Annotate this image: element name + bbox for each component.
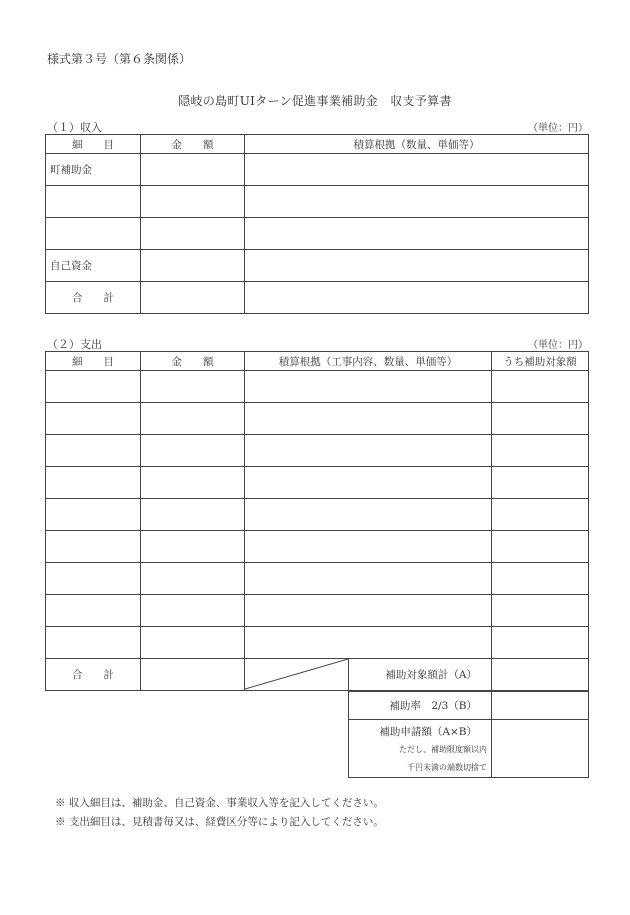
subsidy-total-value[interactable]: [492, 659, 589, 691]
expense-header-row: [46, 352, 589, 371]
subsidy-rate-label: 補助率 2/3（B）: [349, 691, 492, 719]
expense-amount-cell[interactable]: [141, 499, 245, 531]
expense-basis-cell[interactable]: [245, 627, 492, 659]
expense-item-cell[interactable]: [46, 467, 141, 499]
expense-basis-cell[interactable]: [245, 499, 492, 531]
subsidy-total-label: 補助対象額計（A）: [349, 659, 492, 691]
income-total-basis[interactable]: [245, 282, 589, 314]
income-header-row: [46, 135, 589, 154]
income-basis-cell[interactable]: [245, 186, 589, 218]
income-basis-cell[interactable]: [245, 250, 589, 282]
income-total-row: [46, 282, 589, 314]
income-item-cell[interactable]: [46, 186, 141, 218]
income-item-cell[interactable]: [46, 218, 141, 250]
expense-col-item: 細 目: [46, 352, 141, 371]
expense-heading: （２）支出: [47, 338, 102, 351]
expense-col-subsidy: うち補助対象額: [492, 352, 589, 371]
expense-subsidy-cell[interactable]: [492, 627, 589, 659]
expense-item-cell[interactable]: [46, 531, 141, 563]
income-amount-cell[interactable]: [141, 186, 245, 218]
income-col-amount: 金 額: [141, 135, 245, 154]
expense-table: [45, 351, 589, 691]
table-row: [46, 531, 589, 563]
expense-subsidy-cell[interactable]: [492, 531, 589, 563]
income-note: ※ 収入細目は、補助金、自己資金、事業収入等を記入してください。: [55, 797, 384, 809]
expense-col-basis: 積算根拠（工事内容、数量、単価等）: [245, 352, 492, 371]
income-col-basis: 積算根拠（数量、単価等）: [245, 135, 589, 154]
expense-amount-cell[interactable]: [141, 371, 245, 403]
application-amount-label: 補助申請額（A×B）: [379, 725, 477, 738]
expense-subsidy-cell[interactable]: [492, 467, 589, 499]
table-row: [46, 403, 589, 435]
expense-item-cell[interactable]: [46, 403, 141, 435]
expense-amount-cell[interactable]: [141, 403, 245, 435]
income-amount-cell[interactable]: [141, 250, 245, 282]
expense-basis-cell[interactable]: [245, 435, 492, 467]
application-amount-value[interactable]: [492, 719, 589, 777]
expense-amount-cell[interactable]: [141, 595, 245, 627]
expense-subsidy-cell[interactable]: [492, 595, 589, 627]
expense-amount-cell[interactable]: [141, 627, 245, 659]
table-row: [46, 467, 589, 499]
expense-subsidy-cell[interactable]: [492, 403, 589, 435]
table-row: [46, 250, 589, 282]
expense-total-amount[interactable]: [141, 659, 245, 691]
expense-subsidy-cell[interactable]: [492, 371, 589, 403]
table-row: [46, 218, 589, 250]
expense-amount-cell[interactable]: [141, 467, 245, 499]
expense-total-label: 合 計: [46, 659, 141, 691]
expense-unit: （単位：円）: [528, 340, 588, 351]
table-row: [46, 435, 589, 467]
form-number: 様式第３号（第６条関係）: [47, 52, 192, 66]
application-amount-cell: [349, 719, 492, 777]
table-row: [46, 371, 589, 403]
expense-note: ※ 支出細目は、見積書毎又は、経費区分等により記入してください。: [55, 816, 384, 828]
income-item-cell[interactable]: 町補助金: [46, 154, 141, 186]
expense-item-cell[interactable]: [46, 499, 141, 531]
subsidy-rate-value[interactable]: [492, 691, 589, 719]
income-total-amount[interactable]: [141, 282, 245, 314]
table-row: [46, 563, 589, 595]
income-item-cell[interactable]: 自己資金: [46, 250, 141, 282]
table-row: [46, 627, 589, 659]
document-title: 隠岐の島町UIターン促進事業補助金 収支予算書: [178, 94, 452, 108]
income-basis-cell[interactable]: [245, 154, 589, 186]
expense-subsidy-cell[interactable]: [492, 499, 589, 531]
limit-note: ただし、補助限度額以内: [399, 744, 487, 754]
expense-item-cell[interactable]: [46, 435, 141, 467]
table-row: [46, 186, 589, 218]
expense-amount-cell[interactable]: [141, 531, 245, 563]
expense-basis-cell[interactable]: [245, 467, 492, 499]
table-row: [46, 154, 589, 186]
income-basis-cell[interactable]: [245, 218, 589, 250]
expense-basis-cell[interactable]: [245, 595, 492, 627]
income-amount-cell[interactable]: [141, 218, 245, 250]
table-row: [46, 499, 589, 531]
expense-amount-cell[interactable]: [141, 563, 245, 595]
expense-item-cell[interactable]: [46, 627, 141, 659]
expense-item-cell[interactable]: [46, 371, 141, 403]
income-heading: （１）収入: [47, 121, 102, 134]
expense-amount-cell[interactable]: [141, 435, 245, 467]
income-unit: （単位：円）: [528, 123, 588, 134]
income-table: [45, 134, 589, 314]
income-col-item: 細 目: [46, 135, 141, 154]
expense-item-cell[interactable]: [46, 595, 141, 627]
expense-basis-cell[interactable]: [245, 531, 492, 563]
income-total-label: 合 計: [46, 282, 141, 314]
expense-subsidy-cell[interactable]: [492, 435, 589, 467]
rounding-note: 千円未満の端数切捨て: [407, 762, 487, 772]
expense-basis-cell[interactable]: [245, 371, 492, 403]
income-amount-cell[interactable]: [141, 154, 245, 186]
expense-basis-cell[interactable]: [245, 403, 492, 435]
expense-col-amount: 金 額: [141, 352, 245, 371]
expense-subsidy-cell[interactable]: [492, 563, 589, 595]
expense-item-cell[interactable]: [46, 563, 141, 595]
table-row: [46, 595, 589, 627]
expense-basis-cell[interactable]: [245, 563, 492, 595]
subsidy-summary-table: [348, 659, 589, 778]
